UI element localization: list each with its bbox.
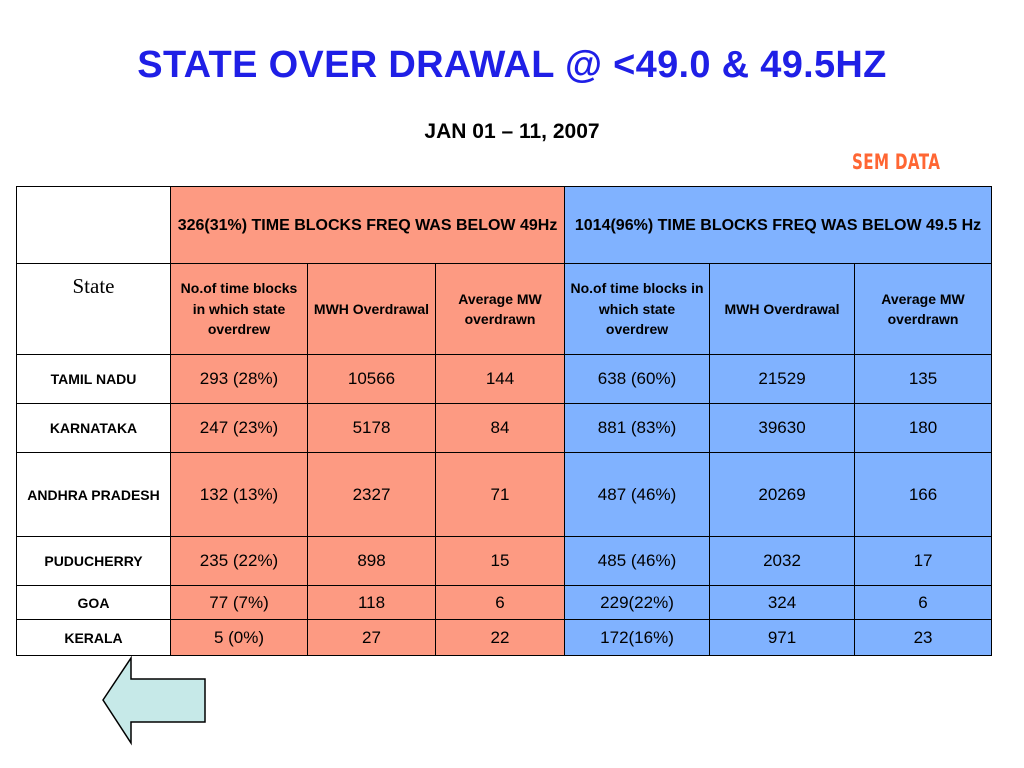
table-cell: 247 (23%) <box>171 404 308 453</box>
table-cell: 84 <box>436 404 565 453</box>
table-cell: 5178 <box>308 404 436 453</box>
table-cell: 77 (7%) <box>171 586 308 620</box>
col-header-avg-mw-49: Average MW overdrawn <box>436 264 565 355</box>
table-cell: 6 <box>855 586 992 620</box>
table-cell: 235 (22%) <box>171 537 308 586</box>
col-header-avg-mw-49-5: Average MW overdrawn <box>855 264 992 355</box>
state-name: GOA <box>17 586 171 620</box>
table-cell: 135 <box>855 355 992 404</box>
table-row <box>17 355 992 404</box>
table-row <box>17 404 992 453</box>
state-name: KARNATAKA <box>17 404 171 453</box>
col-header-blocks-49: No.of time blocks in which state overdrew <box>171 264 308 355</box>
table-row <box>17 620 992 656</box>
table-cell: 6 <box>436 586 565 620</box>
table-cell: 2032 <box>710 537 855 586</box>
table-cell: 638 (60%) <box>565 355 710 404</box>
table-cell: 71 <box>436 453 565 537</box>
table-cell: 132 (13%) <box>171 453 308 537</box>
table-cell: 324 <box>710 586 855 620</box>
table-cell: 5 (0%) <box>171 620 308 656</box>
table-row <box>17 586 992 620</box>
table-cell: 229(22%) <box>565 586 710 620</box>
sem-data-badge: SEM DATA <box>852 150 941 174</box>
table-cell: 15 <box>436 537 565 586</box>
table-cell: 2327 <box>308 453 436 537</box>
table-cell: 487 (46%) <box>565 453 710 537</box>
table-cell: 293 (28%) <box>171 355 308 404</box>
table-cell: 27 <box>308 620 436 656</box>
state-name: TAMIL NADU <box>17 355 171 404</box>
left-arrow-icon[interactable] <box>101 656 209 751</box>
table-row <box>17 537 992 586</box>
table-cell: 21529 <box>710 355 855 404</box>
table-cell: 22 <box>436 620 565 656</box>
table-row <box>17 453 992 537</box>
table-cell: 23 <box>855 620 992 656</box>
col-header-blocks-49-5: No.of time blocks in which state overdrew <box>565 264 710 355</box>
table-cell: 898 <box>308 537 436 586</box>
table-cell: 881 (83%) <box>565 404 710 453</box>
table-cell: 17 <box>855 537 992 586</box>
state-column-header: State <box>17 264 171 355</box>
table-cell: 39630 <box>710 404 855 453</box>
page-title: STATE OVER DRAWAL @ <49.0 & 49.5HZ <box>137 44 887 86</box>
table-cell: 172(16%) <box>565 620 710 656</box>
table-cell: 180 <box>855 404 992 453</box>
group-header-below-49hz: 326(31%) TIME BLOCKS FREQ WAS BELOW 49Hz <box>171 187 565 264</box>
table-cell: 10566 <box>308 355 436 404</box>
corner-cell <box>17 187 171 264</box>
date-range-subtitle: JAN 01 – 11, 2007 <box>424 120 600 143</box>
table-cell: 166 <box>855 453 992 537</box>
col-header-mwh-49: MWH Overdrawal <box>308 264 436 355</box>
state-name: KERALA <box>17 620 171 656</box>
group-header-below-49-5hz: 1014(96%) TIME BLOCKS FREQ WAS BELOW 49.5 Hz <box>565 187 992 264</box>
col-header-mwh-49-5: MWH Overdrawal <box>710 264 855 355</box>
overdrawal-table <box>16 186 992 656</box>
table-cell: 20269 <box>710 453 855 537</box>
table-cell: 118 <box>308 586 436 620</box>
table-cell: 144 <box>436 355 565 404</box>
state-name: PUDUCHERRY <box>17 537 171 586</box>
table-cell: 485 (46%) <box>565 537 710 586</box>
state-name: ANDHRA PRADESH <box>17 453 171 537</box>
table-cell: 971 <box>710 620 855 656</box>
